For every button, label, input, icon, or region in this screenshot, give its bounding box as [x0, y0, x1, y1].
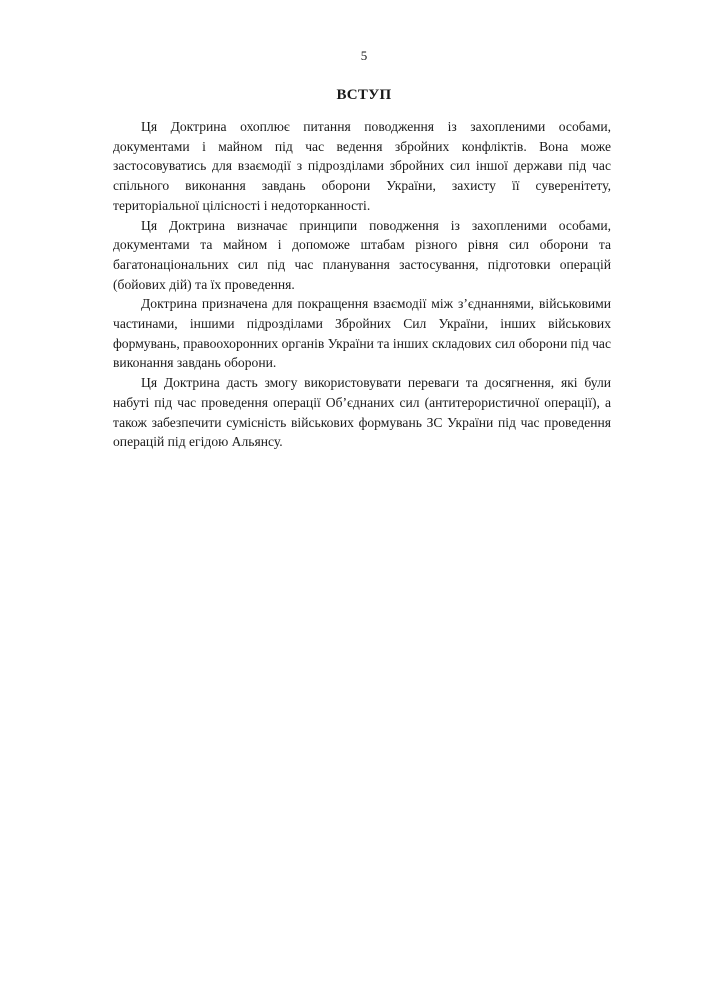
page-number: 5 — [360, 48, 368, 63]
paragraph-scope: Ця Доктрина охоплює питання поводження із захопленими особами, документами і майном під час ведення збройних конфліктів. Вона може застосовуватись для взаємодії з підрозділами збройних сил іншої держави під час спільного виконання завдань оборони України, захисту її суверенітету, територіальної цілісності і недоторканності. — [113, 119, 611, 213]
section-heading: ВСТУП — [336, 87, 392, 103]
paragraph-principles: Ця Доктрина визначає принципи поводження із захопленими особами, документами та майном і допоможе штабам різного рівня сил оборони та багатонаціональних сил під час планування застосування, підготовки операцій (бойових дій) та їх проведення. — [113, 217, 611, 292]
paragraph-purpose: Доктрина призначена для покращення взаємодії між з’єднаннями, військовими частинами, іншими підрозділами Збройних Сил України, інших військових формувань, правоохоронних органів України та інших складових сил оборони під час виконання завдань оборони. — [113, 296, 611, 371]
body-text — [113, 117, 611, 452]
paragraph-benefits: Ця Доктрина дасть змогу використовувати переваги та досягнення, які були набуті під час проведення операції Об’єднаних сил (антитерористичної операції), а також забезпечити сумісність військових формувань ЗС України під час проведення операцій під егідою Альянсу. — [113, 375, 611, 450]
